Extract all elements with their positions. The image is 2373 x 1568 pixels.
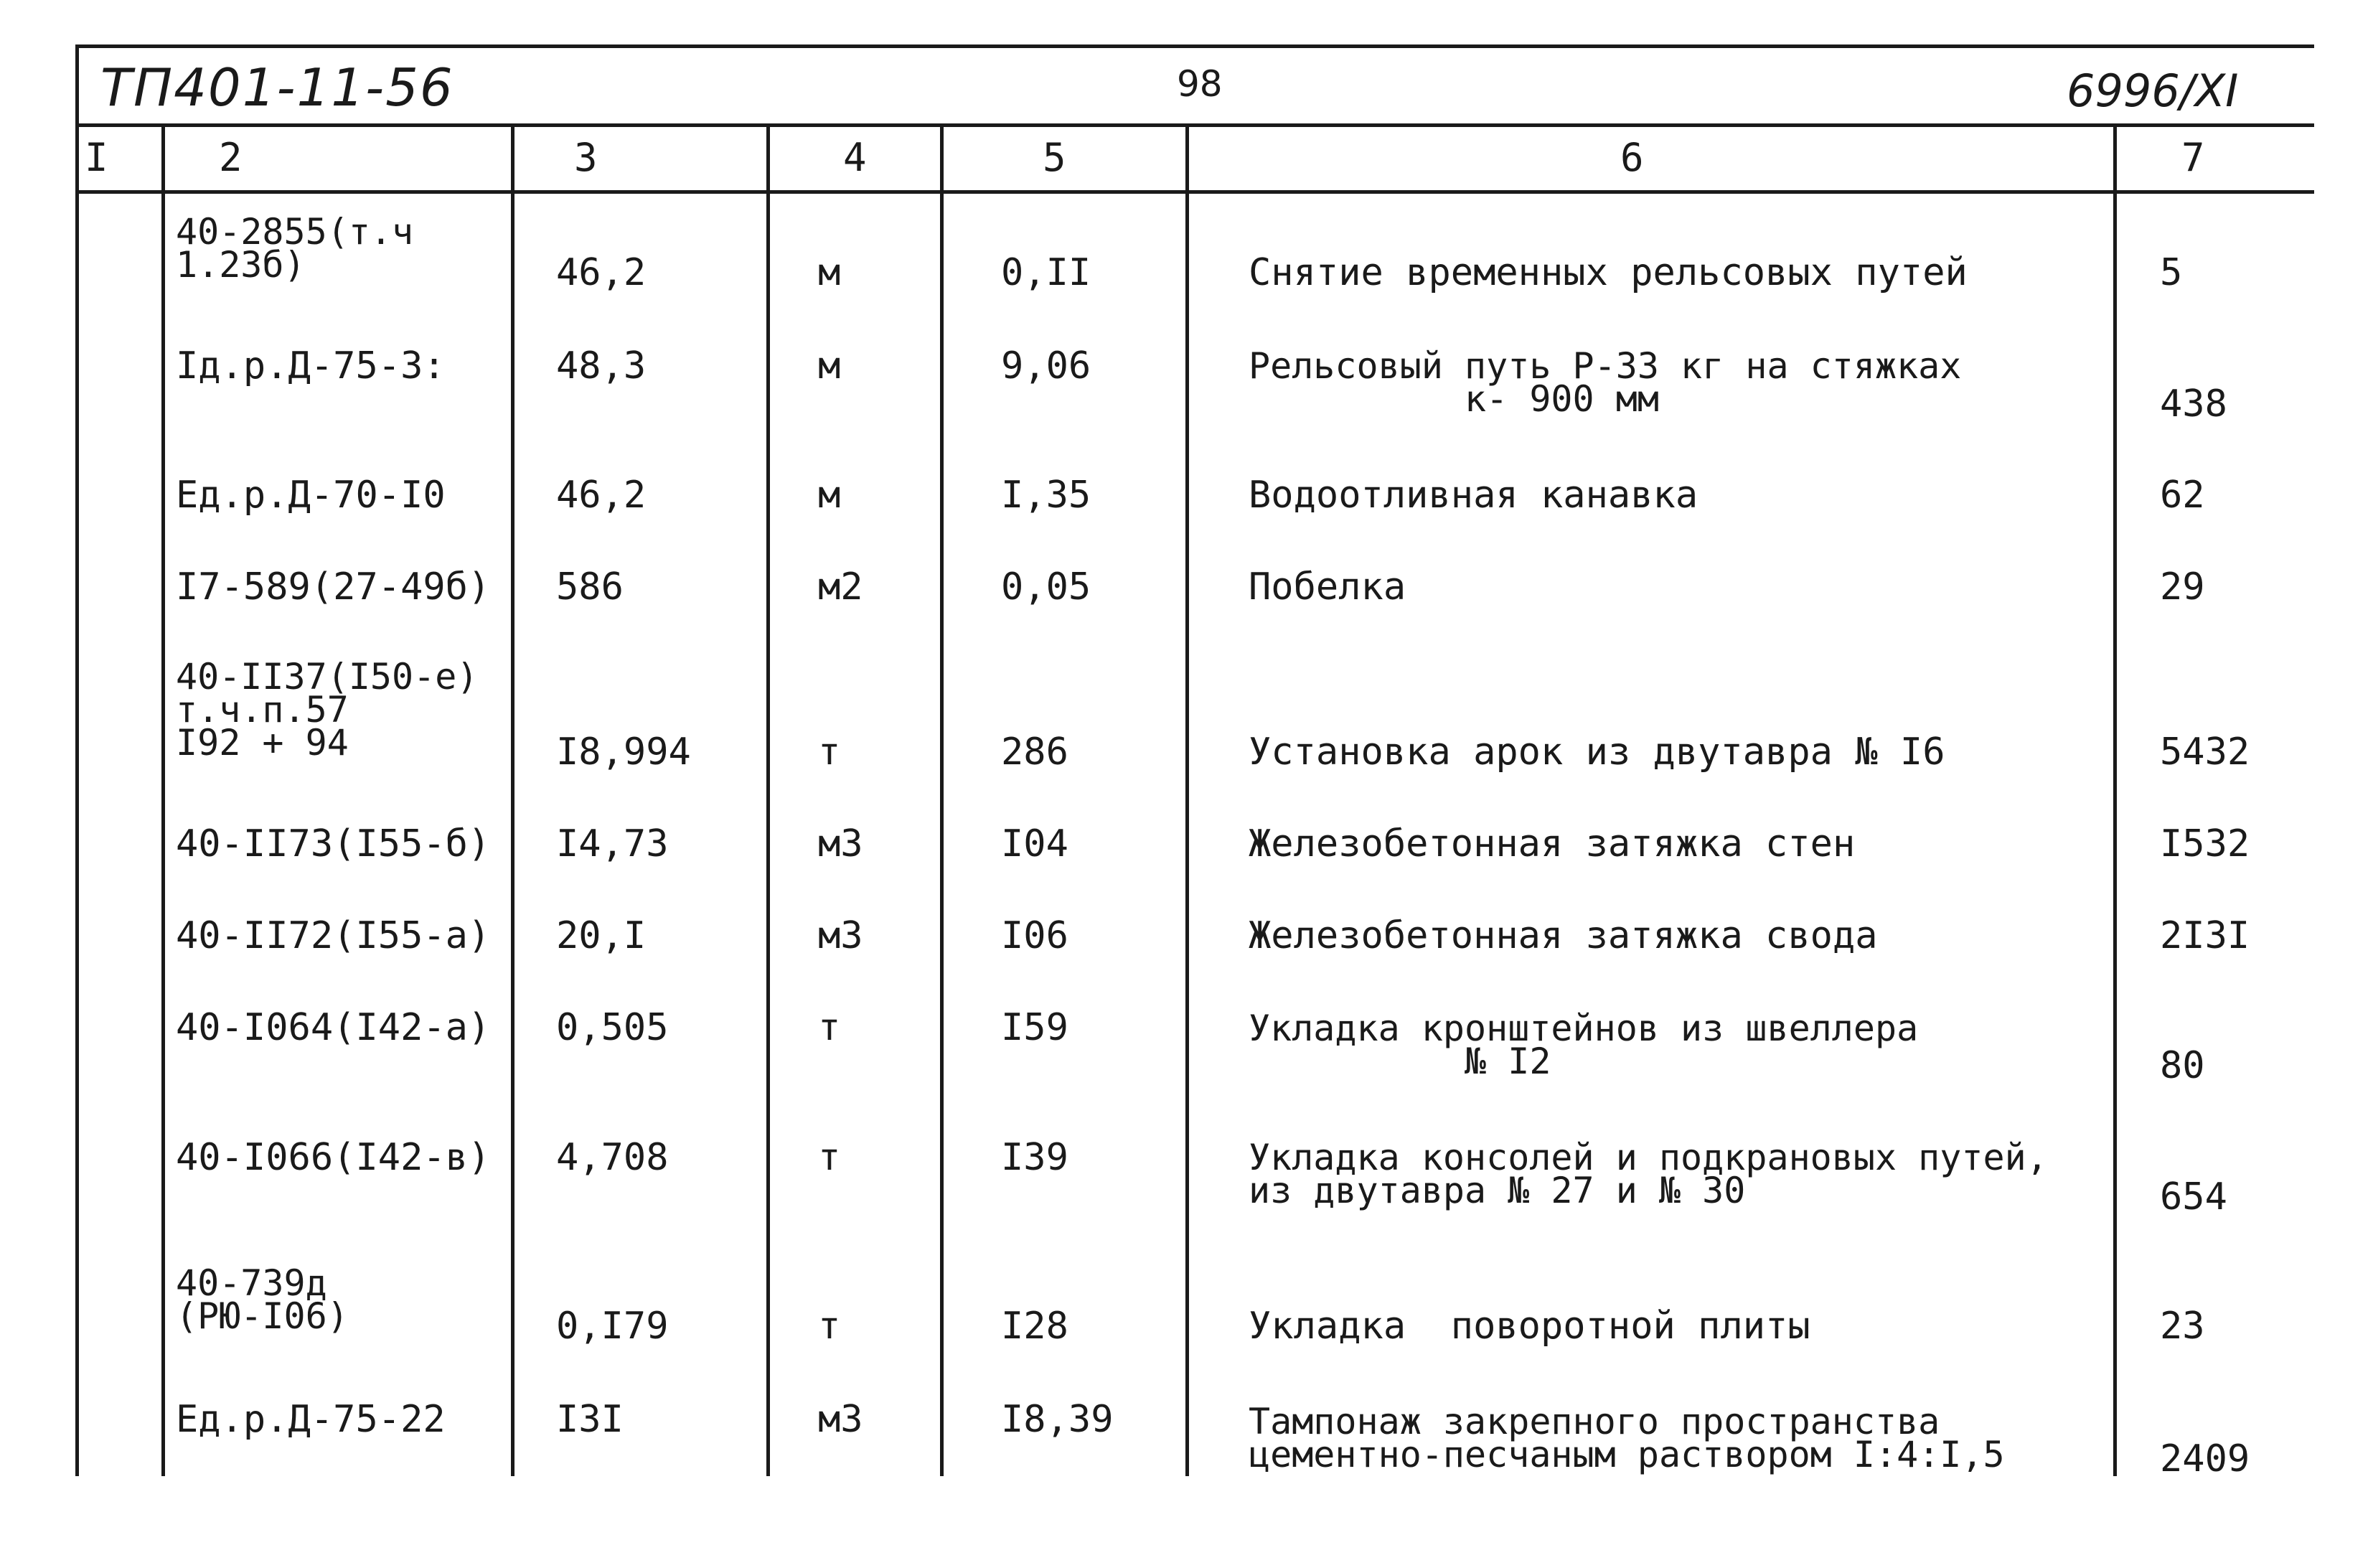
row-rate: I59 <box>1001 1006 1068 1049</box>
row-unit: м3 <box>818 822 863 865</box>
row-unit: т <box>818 1006 841 1049</box>
row-description: Снятие временных рельсовых путей <box>1249 251 1968 294</box>
row-description: Железобетонная затяжка стен <box>1249 822 1856 865</box>
col-divider-6 <box>2113 123 2117 1476</box>
row-code: 40-2855(т.ч 1.23б) <box>176 211 414 286</box>
row-quantity: 4,708 <box>556 1136 669 1179</box>
row-total: 5 <box>2160 251 2183 294</box>
row-total: 29 <box>2160 565 2205 609</box>
row-code: Iд.р.Д-75-3: <box>176 344 446 388</box>
column-number-5: 5 <box>1043 135 1066 180</box>
row-code: Ед.р.Д-75-22 <box>176 1398 446 1441</box>
row-description: Укладка поворотной плиты <box>1249 1305 1810 1348</box>
row-unit: т <box>818 1305 841 1348</box>
row-description: Железобетонная затяжка свода <box>1249 914 1878 957</box>
row-quantity: I8,994 <box>556 731 691 774</box>
row-description: Установка арок из двутавра № I6 <box>1249 731 1945 774</box>
row-total: 80 <box>2160 1044 2205 1087</box>
row-total: 654 <box>2160 1175 2227 1219</box>
row-quantity: 46,2 <box>556 251 647 294</box>
row-description: Укладка консолей и подкрановых путей, из двутавра № 27 и № 30 <box>1249 1137 2048 1211</box>
row-description: Укладка кронштейнов из швеллера № I2 <box>1249 1008 1919 1082</box>
row-quantity: I4,73 <box>556 822 669 865</box>
row-rate: 0,05 <box>1001 565 1091 609</box>
row-rate: I,35 <box>1001 474 1091 517</box>
row-description: Тампонаж закрепного пространства цементно-песчаным раствором I:4:I,5 <box>1249 1401 2005 1475</box>
row-code: 40-II37(I50-е) т.ч.п.57 I92 + 94 <box>176 656 479 764</box>
row-unit: м3 <box>818 1398 863 1441</box>
row-rate: 9,06 <box>1001 344 1091 388</box>
top-border <box>75 44 2314 48</box>
row-total: 23 <box>2160 1305 2205 1348</box>
column-header-divider <box>75 190 2314 194</box>
col-divider-3 <box>766 123 770 1476</box>
row-rate: 0,II <box>1001 251 1091 294</box>
row-code: 40-I066(I42-в) <box>176 1136 491 1179</box>
row-rate: I39 <box>1001 1136 1068 1179</box>
row-unit: м <box>818 344 841 388</box>
header-divider <box>75 123 2314 127</box>
row-description: Рельсовый путь Р-33 кг на стяжках к- 900 мм <box>1249 345 1962 420</box>
row-rate: I06 <box>1001 914 1068 957</box>
row-code: 40-I064(I42-а) <box>176 1006 491 1049</box>
document-code: ТП401-11-56 <box>100 57 454 118</box>
row-quantity: 46,2 <box>556 474 647 517</box>
row-total: 438 <box>2160 382 2227 426</box>
column-number-3: 3 <box>574 135 598 180</box>
row-code: Ед.р.Д-70-I0 <box>176 474 446 517</box>
column-number-4: 4 <box>843 135 867 180</box>
column-number-7: 7 <box>2181 135 2205 180</box>
sheet-reference: 6996/XI <box>2067 65 2239 117</box>
row-total: 2409 <box>2160 1437 2250 1480</box>
column-number-6: 6 <box>1620 135 1644 180</box>
col-divider-1 <box>161 123 165 1476</box>
col-divider-4 <box>940 123 944 1476</box>
left-border <box>75 44 79 1476</box>
page-number: 98 <box>1177 63 1223 105</box>
row-quantity: 0,505 <box>556 1006 669 1049</box>
row-unit: м <box>818 251 841 294</box>
row-description: Водоотливная канавка <box>1249 474 1698 517</box>
row-quantity: 48,3 <box>556 344 647 388</box>
row-code: 40-739д (РЮ-I06) <box>176 1262 349 1337</box>
row-code: 40-II72(I55-а) <box>176 914 491 957</box>
column-number-2: 2 <box>219 135 243 180</box>
row-quantity: 586 <box>556 565 624 609</box>
row-code: 40-II73(I55-б) <box>176 822 491 865</box>
row-unit: м <box>818 474 841 517</box>
row-unit: т <box>818 731 841 774</box>
col-divider-2 <box>511 123 514 1476</box>
row-rate: 286 <box>1001 731 1068 774</box>
row-unit: м3 <box>818 914 863 957</box>
row-unit: т <box>818 1136 841 1179</box>
row-code: I7-589(27-49б) <box>176 565 491 609</box>
row-rate: I8,39 <box>1001 1398 1114 1441</box>
row-quantity: 0,I79 <box>556 1305 669 1348</box>
row-quantity: 20,I <box>556 914 647 957</box>
row-total: I532 <box>2160 822 2250 865</box>
row-unit: м2 <box>818 565 863 609</box>
row-rate: I28 <box>1001 1305 1068 1348</box>
row-total: 2I3I <box>2160 914 2250 957</box>
row-rate: I04 <box>1001 822 1068 865</box>
column-number-1: I <box>85 135 108 180</box>
row-total: 5432 <box>2160 731 2250 774</box>
row-total: 62 <box>2160 474 2205 517</box>
col-divider-5 <box>1185 123 1189 1476</box>
row-quantity: I3I <box>556 1398 624 1441</box>
row-description: Побелка <box>1249 565 1406 609</box>
